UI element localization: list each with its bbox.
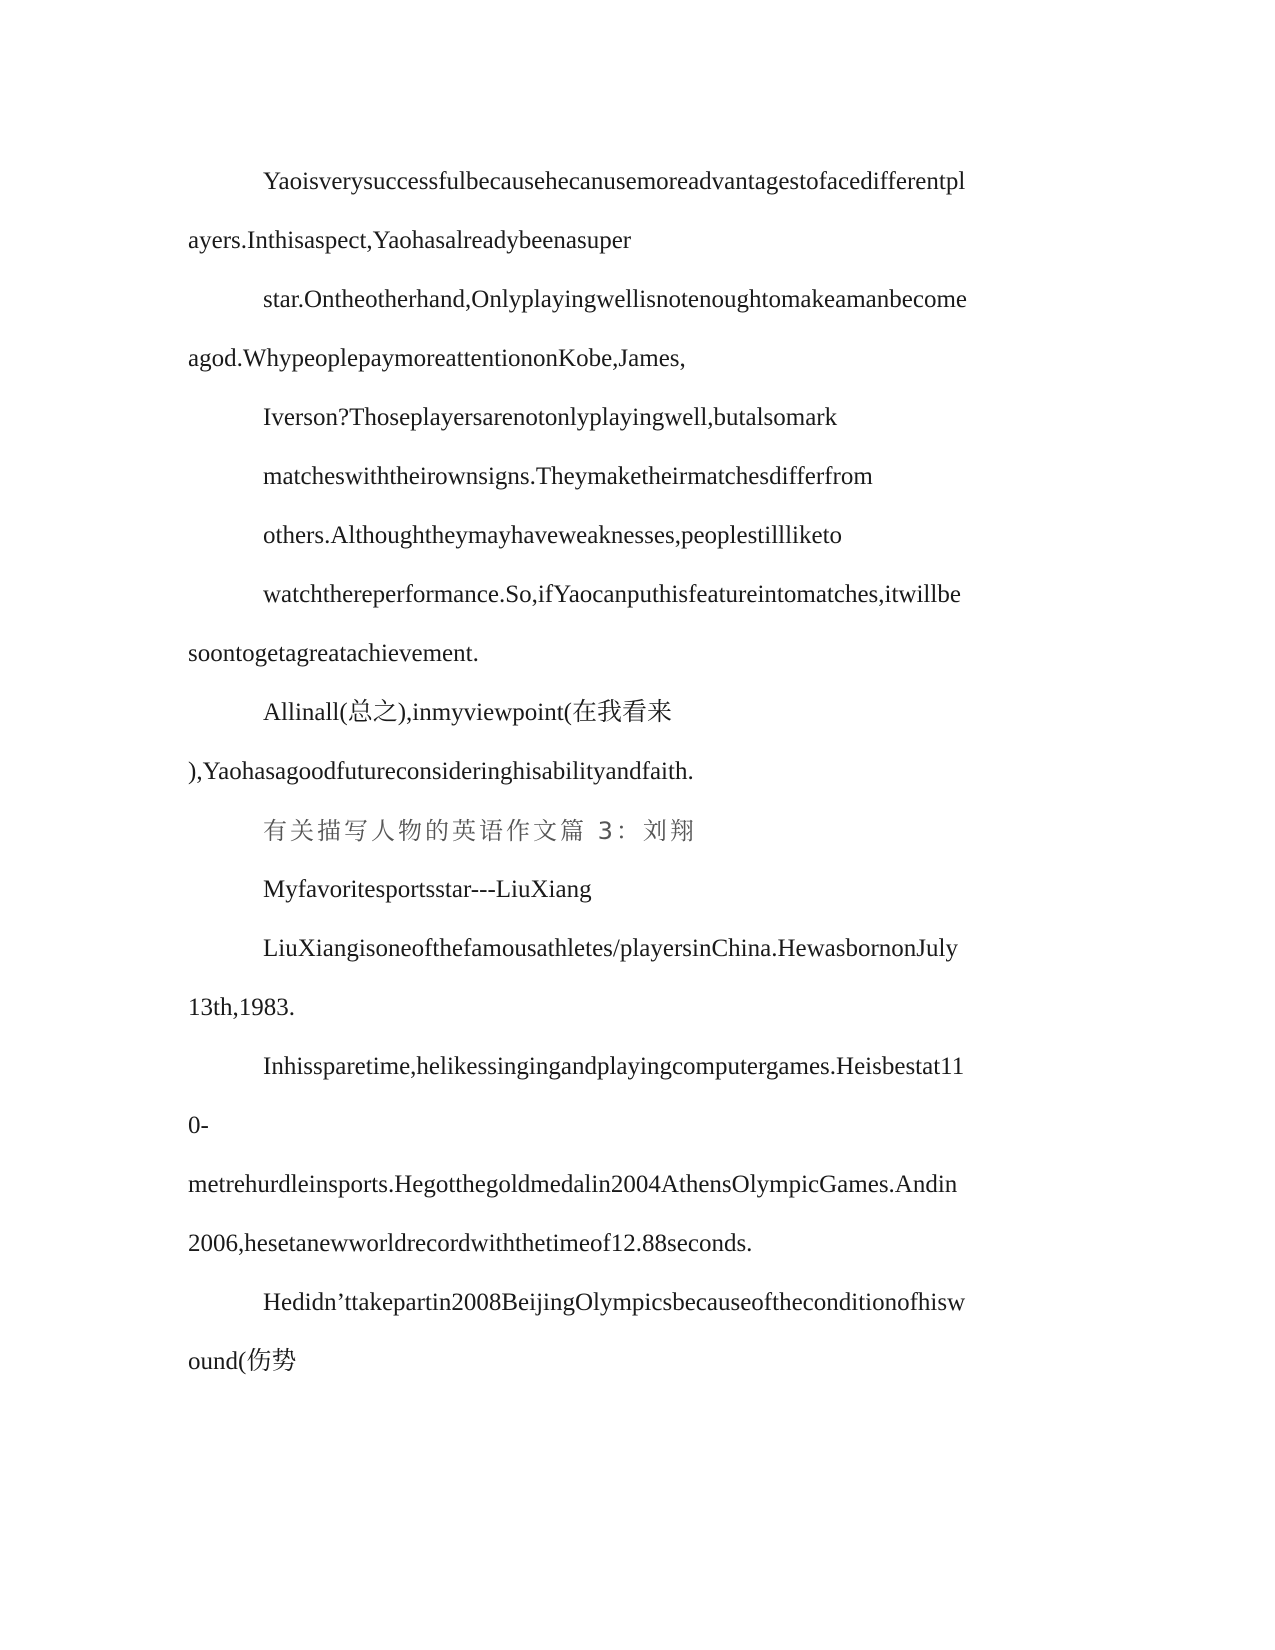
paragraph-line: agod.WhypeoplepaymoreattentiononKobe,James,: [188, 345, 686, 372]
paragraph-line: star.Ontheotherhand,Onlyplayingwellisnotenoughtomakeamanbecome: [263, 286, 967, 313]
paragraph-line: soontogetagreatachievement.: [188, 640, 479, 667]
paragraph-line: Allinall(总之),inmyviewpoint(在我看来: [263, 699, 672, 726]
paragraph-line: ound(伤势: [188, 1348, 297, 1375]
paragraph-line: 2006,hesetanewworldrecordwiththetimeof12.88seconds.: [188, 1230, 753, 1257]
paragraph-line: ),Yaohasagoodfutureconsideringhisabilityandfaith.: [188, 758, 694, 785]
paragraph-line: Myfavoritesportsstar---LiuXiang: [263, 876, 592, 903]
paragraph-line: ayers.Inthisaspect,Yaohasalreadybeenasuper: [188, 227, 632, 254]
paragraph-line: 0-: [188, 1112, 209, 1139]
paragraph-line: matcheswiththeirownsigns.Theymaketheirmatchesdifferfrom: [263, 463, 873, 490]
paragraph-line: LiuXiangisoneofthefamousathletes/playersinChina.HewasbornonJuly: [263, 935, 958, 962]
paragraph-line: Yaoisverysuccessfulbecausehecanusemoreadvantagestofacedifferentpl: [263, 168, 966, 195]
paragraph-line: Iverson?Thoseplayersarenotonlyplayingwell,butalsomark: [263, 404, 838, 431]
paragraph-line: Hedidn’ttakepartin2008BeijingOlympicsbecauseoftheconditionofhisw: [263, 1289, 966, 1316]
paragraph-line: metrehurdleinsports.Hegotthegoldmedalin2004AthensOlympicGames.Andin: [188, 1171, 958, 1198]
section-heading: 有关描写人物的英语作文篇 3：刘翔: [263, 817, 697, 845]
paragraph-line: others.Althoughtheymayhaveweaknesses,peoplestillliketo: [263, 522, 843, 549]
paragraph-line: watchthereperformance.So,ifYaocanputhisfeatureintomatches,itwillbe: [263, 581, 961, 608]
paragraph-line: 13th,1983.: [188, 994, 295, 1021]
paragraph-line: Inhissparetime,helikessingingandplayingcomputergames.Heisbestat11: [263, 1053, 965, 1080]
